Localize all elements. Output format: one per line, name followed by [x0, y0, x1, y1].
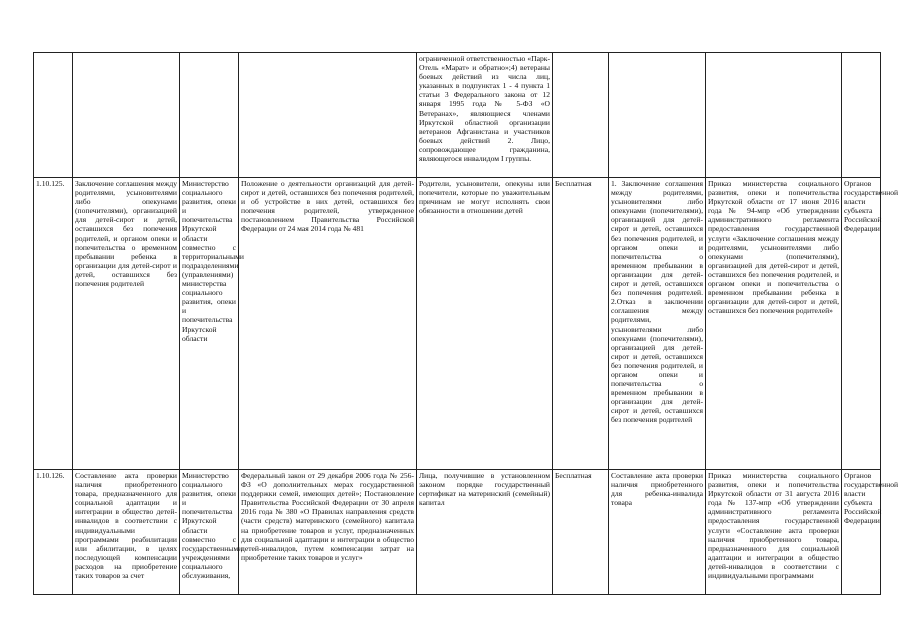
regulation: Приказ министерства социального развития, опеки и попечительства Иркутской области от 17 июня 2016 года № 94-мпр «Об утверждении административного регламента предоставления государственной услуги «Заключение соглашения между родителями, усыновителями либо опекунами (попечителями), организацией для детей-сирот и детей, оставшихся без попечения родителей, и органом опеки и попечительства о временном пребывании ребенка в организации для детей-сирот и детей, оставшихся без попечения родителей» [706, 178, 842, 470]
result: 1. Заключение соглашения между родителями, усыновителями либо опекунами (попечителями), организацией для детей-сирот и детей, оставшихся без попечения родителей, и органом опеки и попечительства о временном пребывании в организации для детей-сирот и детей, оставшихся без попечения родителей. 2.Отказ в заключении соглашения между родителями, усыновителями либо опекунами (попечителями), организацией для детей-сирот и детей, оставшихся без попечения родителей, и органом опеки и попечительства о временном пребывании в организации для детей-сирот и детей, оставшихся без попечения родителей [609, 178, 706, 470]
legal-basis: Федеральный закон от 29 декабря 2006 года № 256-ФЗ «О дополнительных мерах государственной поддержки семей, имеющих детей»; Постановление Правительства Российской Федерации от 30 апреля 2016 года № 380 «О Правилах направления средств (части средств) материнского (семейного) капитала на приобретение товаров и услуг, предназначенных для социальной адаптации и интеграции в общество детей-инвалидов, путем компенсации затрат на приобретение таких товаров и услуг» [239, 470, 417, 595]
table-row [34, 178, 881, 470]
recipients: Лица, получившие в установленном законом порядке государственный сертификат на материнский (семейный) капитал [417, 470, 553, 595]
legal-basis: Положение о деятельности организаций для детей-сирот и детей, оставшихся без попечения родителей, и об устройстве в них детей, оставшихся без попечения родителей, утвержденное постановлением Правительства Российской Федерации от 24 мая 2014 года № 481 [239, 178, 417, 470]
row-number: 1.10.126. [34, 470, 73, 595]
cost: Бесплатная [553, 470, 609, 595]
table-row [34, 53, 881, 178]
result [609, 53, 706, 178]
service-name: Заключение соглашения между родителями, усыновителями либо опекунами (попечителями), организацией для детей-сирот и детей, оставшихся без попечения родителей, и органом опеки и попечительства о временном пребывании ребенка в организации для детей-сирот и детей, оставшихся без попечения родителей [73, 178, 180, 470]
service-name [73, 53, 180, 178]
regulation [706, 53, 842, 178]
regulation: Приказ министерства социального развития, опеки и попечительства Иркутской области от 31 августа 2016 года № 137-мпр «Об утверждении административного регламента предоставления государственной услуги «Составление акта проверки наличия приобретенного товара, предназначенного для социальной адаптации и интеграции в общество детей-инвалидов в соответствии с индивидуальными программами [706, 470, 842, 595]
level: Органов государственной власти субъекта Российской Федерации [842, 470, 881, 595]
recipients: Родители, усыновители, опекуны или попечители, которые по уважительным причинам не могут исполнять свои обязанности в отношении детей [417, 178, 553, 470]
row-number [34, 53, 73, 178]
services-register-table [33, 52, 899, 595]
legal-basis [239, 53, 417, 178]
level: Органов государственной власти субъекта Российской Федерации [842, 178, 881, 470]
result: Составление акта проверки наличия приобретенного для ребенка-инвалида товара [609, 470, 706, 595]
cost: Бесплатная [553, 178, 609, 470]
cost [553, 53, 609, 178]
responsible-body: Министерство социального развития, опеки и попечительства Иркутской области совместно с территориальными подразделениями (управлениями) министерства социального развития, опеки и попечительства Иркутской области [180, 178, 239, 470]
recipients: ограниченной ответственностью «Парк-Отель «Марат» и обратно»;4) ветераны боевых действий из числа лиц, указанных в подпунктах 1 - 4 пункта 1 статьи 3 Федерального закона от 12 января 1995 года № 5-ФЗ «О Ветеранах», являющиеся членами Иркутской областной организации ветеранов Афганистана и участников боевых действий 2. Лицо, сопровождающее гражданина, являющегося инвалидом I группы. [417, 53, 553, 178]
responsible-body [180, 53, 239, 178]
service-name: Составление акта проверки наличия приобретенного товара, предназначенного для социальной адаптации и интеграции в общество детей-инвалидов в соответствии с индивидуальными программами реабилитации или абилитации, в целях последующей компенсации расходов на приобретение таких товаров за счет [73, 470, 180, 595]
responsible-body: Министерство социального развития, опеки и попечительства Иркутской области совместно с государственными учреждениями социального обслуживания, [180, 470, 239, 595]
table-row [34, 470, 881, 595]
row-number: 1.10.125. [34, 178, 73, 470]
level [842, 53, 881, 178]
